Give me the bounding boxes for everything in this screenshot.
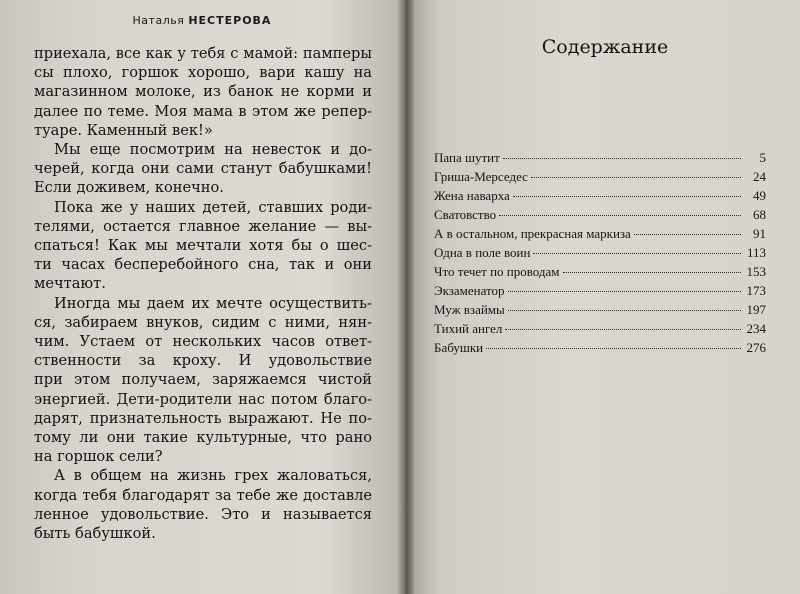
- text-line: далее по теме. Моя мама в этом же репер-: [34, 102, 372, 120]
- text-line: ся, забираем внуков, сидим с ними, нян-: [34, 313, 372, 331]
- text-line: Мы еще посмотрим на невесток и до-: [54, 141, 372, 159]
- text-line: приехала, все как у тебя с мамой: памперы: [34, 45, 372, 62]
- text-line: тому ли они такие культурные, что рано: [34, 429, 372, 447]
- toc-leader-dots: [503, 158, 741, 159]
- text-line: телями, остается главное желание — вы-: [34, 217, 372, 235]
- toc-entry-page: 5: [759, 150, 766, 165]
- toc-entry-page: 49: [753, 188, 766, 203]
- toc-leader-dots: [563, 272, 741, 273]
- author-first-name: Наталья: [132, 14, 185, 27]
- toc-entry-page: 24: [753, 169, 766, 184]
- text-line: магазинном молоке, из банок не корми и: [34, 83, 372, 101]
- toc-title: Содержание: [541, 36, 669, 58]
- toc-entry-title: Тихий ангел: [434, 321, 503, 336]
- text-line: когда тебя благодарят за тебе же доставле: [34, 486, 372, 504]
- toc-leader-dots: [513, 196, 741, 197]
- text-line: Если доживем, конечно.: [34, 179, 224, 197]
- text-line: сы плохо, горшок хорошо, вари кашу на: [34, 64, 372, 82]
- toc-entry-page: 91: [753, 226, 766, 241]
- toc-entry-page: 197: [746, 302, 766, 317]
- toc-entry-title: Экзаменатор: [434, 283, 505, 298]
- toc-entry-page: 153: [746, 264, 766, 279]
- toc-leader-dots: [505, 329, 741, 330]
- text-line: ленное удовольствие. Это и называется: [34, 505, 372, 523]
- toc-entry-page: 173: [746, 283, 766, 298]
- text-line: туаре. Каменный век!»: [34, 121, 213, 139]
- toc-leader-dots: [486, 348, 741, 349]
- toc-entry-title: Одна в поле воин: [434, 245, 531, 260]
- toc-leader-dots: [499, 215, 741, 216]
- toc-entry-page: 113: [746, 245, 766, 260]
- toc-entry-title: Гриша-Мерседес: [434, 169, 528, 184]
- text-line: черей, когда они сами станут бабушками!: [34, 160, 372, 178]
- toc-entry: [434, 264, 766, 283]
- toc-entry-title: Муж взаймы: [434, 302, 505, 317]
- text-line: спаться! Как мы мечтали хотя бы о шес-: [34, 237, 372, 255]
- text-line: чим. Устаем от нескольких часов ответ-: [34, 333, 372, 351]
- text-line: мечтают.: [34, 275, 106, 293]
- text-line: ти часах бесперебойного сна, так и они: [34, 256, 372, 274]
- toc-entry-title: Бабушки: [434, 340, 484, 355]
- toc-entry: [434, 207, 766, 226]
- toc-entry-title: Сватовство: [434, 207, 497, 222]
- text-line: на горшок сели?: [34, 448, 163, 466]
- text-line: Пока же у наших детей, ставших роди-: [54, 198, 372, 216]
- book-gutter: [398, 0, 414, 594]
- toc-entry: [434, 283, 766, 302]
- table-of-contents: [434, 150, 766, 359]
- text-line: ственности за кроху. И удовольствие: [34, 352, 372, 370]
- toc-leader-dots: [508, 291, 741, 292]
- toc-entry-title: Жена наварха: [434, 188, 510, 203]
- toc-entry: [434, 226, 766, 245]
- toc-entry: [434, 340, 766, 359]
- text-line: при этом получаем, заряжаемся чистой: [34, 371, 372, 389]
- toc-entry: [434, 245, 766, 264]
- text-line: Иногда мы даем их мечте осуществить-: [54, 294, 372, 312]
- toc-entry-title: Папа шутит: [434, 150, 500, 165]
- text-line: быть бабушкой.: [34, 525, 156, 543]
- text-line: дарят, признательность выражают. Не по-: [34, 409, 372, 427]
- toc-leader-dots: [508, 310, 741, 311]
- text-line: энергией. Дети-родители нас потом благо-: [34, 390, 372, 408]
- toc-leader-dots: [531, 177, 741, 178]
- toc-entry-page: 276: [746, 340, 766, 355]
- toc-entry-page: 234: [746, 321, 766, 336]
- toc-leader-dots: [634, 234, 741, 235]
- text-line: А в общем на жизнь грех жаловаться,: [54, 467, 372, 485]
- body-text: [34, 44, 372, 543]
- toc-leader-dots: [533, 253, 741, 254]
- toc-entry: [434, 302, 766, 321]
- toc-entry: [434, 321, 766, 340]
- author-last-name: НЕСТЕРОВА: [188, 14, 272, 27]
- toc-entry: [434, 188, 766, 207]
- toc-entry: [434, 169, 766, 188]
- toc-entry-title: Что течет по проводам: [434, 264, 560, 279]
- toc-entry: [434, 150, 766, 169]
- toc-entry-page: 68: [753, 207, 766, 222]
- toc-entry-title: А в остальном, прекрасная маркиза: [434, 226, 631, 241]
- running-head: [0, 14, 404, 27]
